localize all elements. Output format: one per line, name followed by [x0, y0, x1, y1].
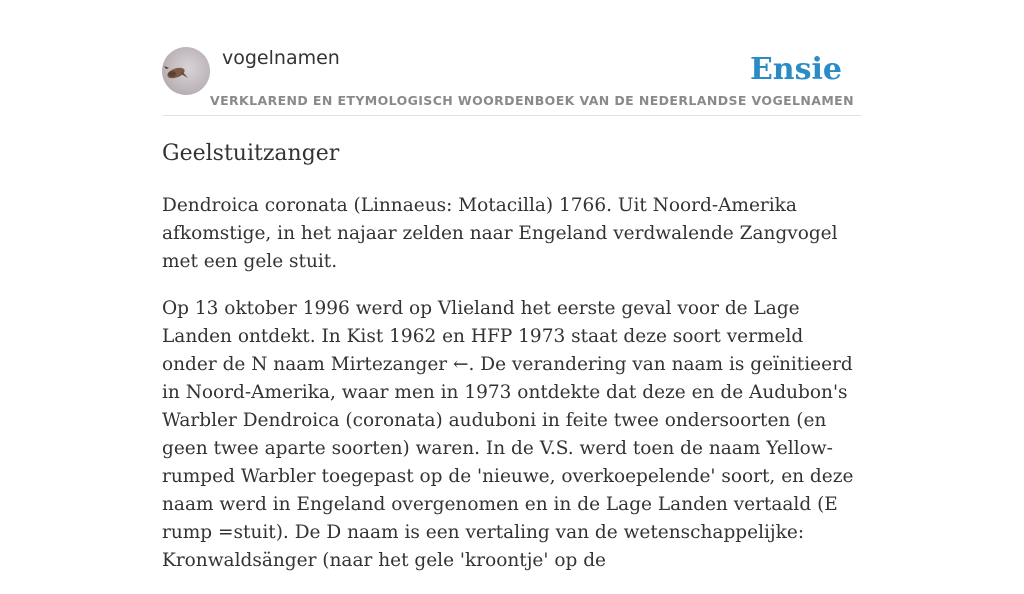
- article-title: Geelstuitzanger: [162, 141, 340, 166]
- site-subtitle: VERKLAREND EN ETYMOLOGISCH WOORDENBOEK VAN DE NEDERLANDSE VOGELNAMEN: [210, 93, 854, 108]
- avatar[interactable]: [162, 47, 210, 95]
- site-name-link[interactable]: vogelnamen: [222, 47, 340, 69]
- site-header: [162, 44, 862, 116]
- article-paragraph: Op 13 oktober 1996 werd op Vlieland het eerste geval voor de Lage Landen ontdekt. In Kist 1962 en HFP 1973 staat deze soort vermeld onder de N naam Mirtezanger ←. De verandering van naam is geïnitieerd in Noord-Amerika, waar men in 1973 ontdekte dat deze en de Audubon's Warbler Dendroica (coronata) auduboni in feite twee ondersoorten (en geen twee aparte soorten) waren. In de V.S. werd toen de naam Yellow-rumped Warbler toegepast op de 'nieuwe, overkoepelende' soort, en deze naam werd in Engeland overgenomen en in de Lage Landen vertaald (E rump =stuit). De D naam is een vertaling van de wetenschappelijke: Kronwaldsänger (naar het gele 'kroontje' op de: [162, 298, 854, 571]
- article: [162, 136, 862, 594]
- bird-icon: [162, 47, 210, 95]
- article-paragraph: Dendroica coronata (Linnaeus: Motacilla) 1766. Uit Noord-Amerika afkomstige, in het najaar zelden naar Engeland verdwalende Zangvogel met een gele stuit.: [162, 195, 838, 272]
- brand-logo-link[interactable]: Ensie: [749, 52, 842, 87]
